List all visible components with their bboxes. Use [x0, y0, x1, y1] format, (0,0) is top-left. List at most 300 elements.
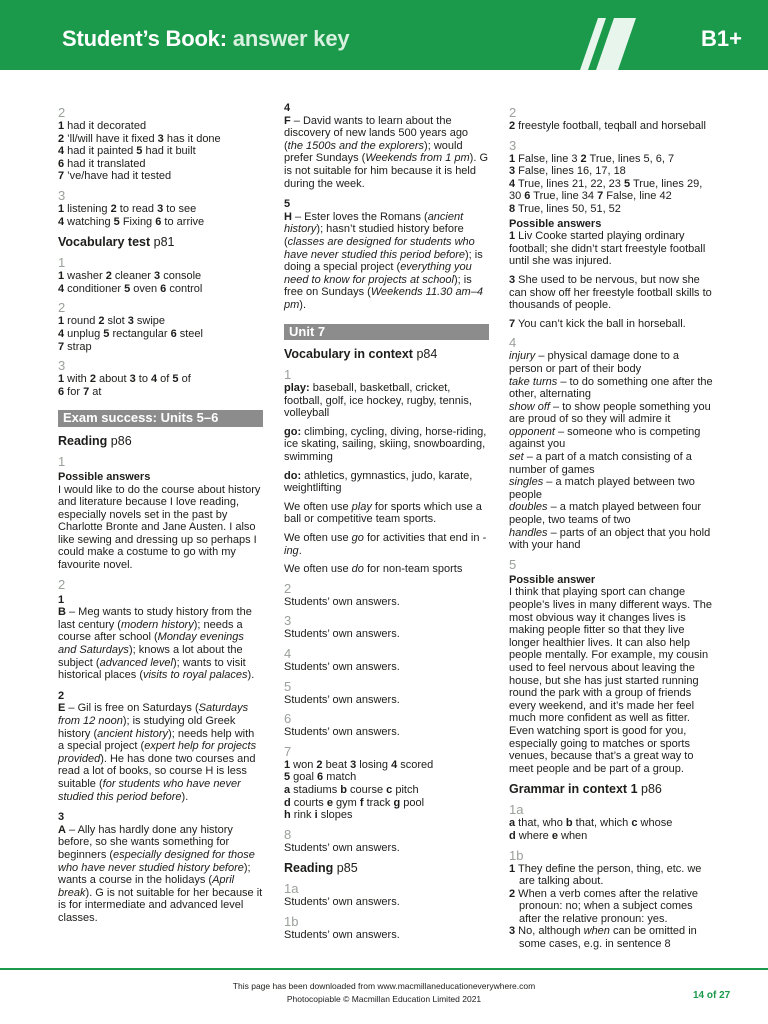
text-run: show off — [509, 400, 550, 413]
text-run: 5 — [103, 327, 110, 340]
text-run: listening — [64, 202, 111, 215]
text-run: When a verb comes after the relative pronoun: no; when a subject comes after the relative pronoun: yes. — [515, 887, 698, 925]
answer-line — [509, 153, 714, 166]
exercise-number: 2 — [284, 580, 292, 596]
text-run: 4 — [58, 327, 65, 340]
text-run: play: — [284, 382, 310, 395]
text-run: – a match played between two people — [509, 476, 695, 501]
text-run: rink — [290, 809, 315, 822]
text-run: – someone who is competing against you — [509, 425, 701, 451]
text-run: – parts of an object that you hold with your hand — [509, 526, 711, 552]
vt1-answers — [58, 270, 263, 295]
answer-line — [284, 771, 489, 784]
text-run: climbing, cycling, diving, horse-riding, ice skating, sailing, skiing, snowboarding, swimming — [284, 425, 487, 464]
exercise-number: 2 — [58, 105, 66, 120]
text-run: H — [284, 210, 292, 223]
heading-text: Reading — [284, 861, 334, 876]
text-run: go: — [284, 425, 302, 438]
page-ref: p84 — [416, 347, 438, 362]
answer-line — [58, 373, 263, 386]
text-run: . — [298, 544, 302, 557]
section-heading-reading — [58, 434, 263, 449]
text-run: 5 — [124, 282, 131, 295]
text-run: Weekends 11.30 am–4 pm — [284, 286, 483, 311]
text-run: play — [351, 500, 372, 513]
text-run: 1 — [509, 152, 516, 165]
text-run: 1 — [58, 270, 65, 283]
text-run: visits to royal palaces — [142, 669, 248, 682]
rule-play — [284, 501, 489, 526]
answer-line — [509, 376, 714, 401]
answer-line — [58, 315, 263, 328]
possible-answer-7 — [509, 318, 714, 331]
text-run: round — [64, 315, 99, 328]
text-run: f — [359, 796, 364, 809]
text-run: True, lines 21, 22, 23 — [515, 177, 624, 190]
column-3 — [509, 100, 714, 951]
answer-line — [58, 120, 263, 133]
text-run: pitch — [392, 783, 419, 796]
answer-line — [284, 809, 489, 822]
text-run: ). G is not suitable for her because it is for intermediate and advanced level classes. — [58, 886, 263, 924]
text-run: 7 — [509, 317, 516, 330]
text-run: to see — [163, 202, 197, 215]
text-run: of — [178, 373, 191, 386]
text-run: 4 — [509, 177, 516, 190]
text-run: rectangular — [109, 327, 171, 340]
exercise-number: 1b — [509, 847, 524, 863]
text-run: a — [509, 817, 516, 830]
possible-answer-3 — [509, 274, 714, 312]
text-run: can be omitted in some cases, e.g. in sentence 8 — [519, 925, 697, 951]
heading-text: Vocabulary in context — [284, 347, 413, 362]
text-run: – David wants to learn about the discovery of new lands 500 years ago ( — [284, 114, 469, 152]
text-run: has it done — [163, 132, 221, 145]
students-own-answers: Students’ own answers. — [284, 693, 400, 706]
text-run: 6 — [170, 327, 177, 340]
text-run: watching — [64, 215, 114, 228]
level-badge: B1+ — [701, 26, 742, 51]
unit-7-box: Unit 7 — [284, 324, 489, 341]
text-run: stadiums — [290, 783, 341, 796]
text-run: control — [166, 282, 203, 295]
text-run: freestyle football, teqball and horseball — [515, 120, 706, 132]
text-run: pool — [400, 796, 425, 809]
text-run: had it decorated — [64, 120, 147, 132]
text-run: opponent — [509, 425, 555, 438]
reading-answer-h — [284, 211, 489, 312]
exercise-number: 2 — [509, 105, 517, 120]
text-run: 5 — [113, 215, 120, 228]
g1a-answers — [509, 817, 714, 842]
text-run: 7 — [597, 190, 604, 203]
text-run: conditioner — [64, 282, 125, 295]
text-run: 7 — [58, 340, 65, 353]
text-run: gym — [332, 796, 360, 809]
text-run: ); is doing a special project ( — [284, 248, 483, 274]
answer-line — [58, 145, 263, 158]
text-run: won — [290, 758, 317, 771]
rule-go — [284, 532, 489, 557]
text-run: 3 — [154, 270, 161, 283]
text-run: 6 — [160, 282, 167, 295]
answer-line — [509, 165, 714, 178]
text-run: d — [284, 796, 291, 809]
answer-line — [509, 527, 714, 552]
title-light: answer key — [232, 26, 350, 51]
exercise-number: 3 — [509, 137, 517, 153]
footer-copyright: Photocopiable © Macmillan Education Limited 2021 — [286, 994, 482, 1004]
text-run: especially designed for those who have never studied history before — [58, 848, 255, 874]
students-own-answers: Students’ own answers. — [284, 661, 400, 673]
text-run: strap — [64, 340, 92, 353]
text-run: 4 — [58, 282, 65, 295]
text-run: d — [509, 829, 516, 842]
exam-success-box: Exam success: Units 5–6 — [58, 410, 263, 427]
text-run: ). He has done two courses and read a lot of books, so course H is less suitable ( — [58, 752, 256, 790]
page-ref: p85 — [336, 861, 358, 876]
text-run: Liv Cooke started playing ordinary football; she didn’t start freestyle football until she was injured. — [509, 230, 706, 268]
text-run: They define the person, thing, etc. we are talking about. — [515, 862, 702, 888]
text-run: ancient history — [284, 210, 464, 236]
text-run: ). — [299, 298, 307, 311]
answer-line — [284, 784, 489, 797]
text-run: E — [58, 702, 66, 715]
text-run: – Gil is free on Saturdays ( — [65, 702, 199, 715]
text-run: course — [347, 783, 387, 796]
text-run: b — [340, 783, 347, 796]
text-run: No, although — [515, 925, 584, 938]
text-run: with — [64, 373, 90, 386]
text-run: 1 — [58, 120, 65, 132]
text-run: Fixing — [119, 215, 156, 228]
students-own-answers: Students’ own answers. — [284, 928, 400, 941]
answer-line — [58, 386, 263, 399]
text-run: classes are designed for students who have never studied this period before — [284, 235, 475, 261]
text-run: Weekends from 1 pm — [365, 152, 470, 165]
possible-answers-label: Possible answers — [58, 470, 151, 483]
text-run: We often use — [284, 563, 352, 576]
text-run: 2 — [509, 120, 516, 132]
text-run: do: — [284, 469, 302, 482]
text-run: for sports which use a ball or competitive team sports. — [284, 500, 482, 526]
text-run: 6 — [317, 771, 324, 784]
possible-answers-label: Possible answers — [509, 217, 602, 230]
text-run: console — [160, 270, 202, 283]
text-run: 2 — [105, 270, 112, 283]
text-run: – Ally has hardly done any history before, so she wants something for beginners ( — [58, 823, 233, 861]
text-run: 2 — [58, 132, 65, 145]
answer-line — [58, 328, 263, 341]
text-run: 2 — [580, 152, 587, 165]
answer-line — [284, 797, 489, 810]
ex2-answers — [58, 120, 263, 183]
exercise-number: 7 — [284, 743, 292, 759]
text-run: c — [631, 817, 638, 830]
item-number: 1 — [58, 593, 65, 606]
text-run: – Meg wants to study history from the last century ( — [58, 606, 252, 631]
text-run: had it built — [142, 145, 196, 158]
text-run: – Ester loves the Romans ( — [291, 210, 428, 223]
text-run: 5 — [172, 373, 179, 386]
text-run: ); needs help with a special project ( — [58, 727, 255, 753]
text-run: slot — [104, 315, 128, 328]
text-run: 4 — [151, 373, 158, 386]
page-title — [62, 26, 349, 52]
exercise-number: 1a — [284, 881, 299, 897]
text-run: We often use — [284, 532, 352, 545]
answer-line — [509, 178, 714, 203]
text-run: 3 — [350, 758, 357, 771]
possible-answer-label: Possible answer — [509, 573, 596, 586]
text-run: 1 — [509, 862, 516, 875]
text-run: modern history — [120, 618, 194, 631]
reading-answer-text: I would like to do the course about history and literature because I love reading, especially novels set in the past by Charlotte Bronte and Jane Austen. I also like sewing and dressing up so perhaps I could make a costume to go with my favourite novel. — [58, 483, 261, 572]
text-run: oven — [130, 282, 161, 295]
students-own-answers: Students’ own answers. — [284, 726, 400, 739]
header-stripes-decoration — [580, 18, 636, 70]
answer-line — [509, 476, 714, 501]
text-run: had it translated — [64, 157, 146, 170]
page-ref: p86 — [110, 433, 132, 448]
footer-rule — [0, 968, 768, 970]
text-run: for activities that end in — [363, 532, 483, 545]
text-run: She used to be nervous, but now she can show off her freestyle football skills to thousands of people. — [509, 273, 712, 312]
answer-line — [509, 426, 714, 451]
go-list — [284, 426, 489, 464]
text-run: 4 — [391, 758, 398, 771]
text-run: ); needs a course after school ( — [58, 618, 243, 644]
text-run: 7 — [83, 385, 90, 398]
v7-answers — [284, 759, 489, 822]
students-own-answers: Students’ own answers. — [284, 628, 400, 641]
answer-line — [58, 170, 263, 183]
text-run: 4 — [58, 145, 65, 158]
item-number: 5 — [284, 198, 291, 211]
students-own-answers: Students’ own answers. — [284, 896, 400, 909]
answer-line — [509, 350, 714, 375]
item-number: 2 — [58, 689, 65, 702]
text-run: 1 — [509, 230, 516, 243]
play-list — [284, 382, 489, 420]
answer-line — [509, 830, 714, 843]
heading-text: Vocabulary test — [58, 235, 151, 250]
text-run: doubles — [509, 501, 548, 514]
text-run: 1 — [58, 373, 65, 386]
text-run: cleaner — [111, 270, 155, 283]
exercise-number: 6 — [284, 711, 292, 727]
exercise-number: 1b — [284, 913, 299, 929]
text-run: 2 — [110, 202, 117, 215]
exercise-number: 3 — [58, 187, 66, 203]
answer-line — [509, 451, 714, 476]
text-run: ). — [181, 790, 189, 803]
page-ref: p81 — [153, 235, 175, 250]
section-heading-grammar-in-context — [509, 782, 714, 797]
text-run: -ing — [284, 532, 487, 557]
exercise-number: 4 — [284, 646, 292, 661]
text-run: False, line 3 — [515, 152, 581, 165]
answer-line — [509, 925, 714, 950]
text-run: at — [89, 385, 102, 398]
answer-line — [58, 270, 263, 283]
text-run: 2 — [509, 887, 516, 900]
text-run: set — [509, 451, 524, 464]
text-run: 2 — [98, 315, 105, 328]
text-run: g — [393, 796, 401, 809]
text-run: slopes — [317, 809, 353, 822]
text-run: when — [583, 925, 610, 938]
exercise-number: 1a — [509, 802, 524, 818]
text-run: that, which — [572, 817, 632, 830]
exercise-number: 4 — [509, 335, 517, 351]
text-run: track — [363, 796, 394, 809]
text-run: ); is studying old Greek history ( — [58, 715, 236, 740]
text-run: 5 — [623, 177, 631, 190]
text-run: 3 — [509, 273, 516, 286]
text-run: singles — [509, 476, 544, 489]
text-run: True, lines 29, 30 — [509, 177, 703, 203]
text-run: True, line 34 — [530, 190, 598, 203]
section-heading-vocabulary-test — [58, 235, 263, 250]
text-run: ); hasn’t studied history before ( — [284, 223, 464, 248]
text-run: 5 — [136, 145, 143, 158]
exercise-number: 5 — [509, 556, 517, 572]
reading-answer-b — [58, 606, 263, 682]
do-list — [284, 470, 489, 495]
reading-answer-e — [58, 702, 263, 803]
text-run: 2 — [89, 373, 96, 386]
text-run: about — [95, 373, 130, 386]
exercise-number: 1 — [58, 453, 66, 469]
column-2 — [284, 100, 489, 942]
text-run: c — [386, 783, 393, 796]
text-run: 3 — [509, 925, 516, 938]
text-run: F — [284, 114, 291, 127]
answer-line — [509, 501, 714, 526]
rule-do — [284, 563, 489, 576]
text-run: i — [314, 809, 318, 822]
exercise-number: 1 — [58, 255, 66, 271]
answer-line — [58, 216, 263, 229]
text-run: scored — [397, 758, 434, 771]
text-run: 6 — [58, 157, 65, 170]
item-number: 4 — [284, 102, 291, 114]
heading-text: Reading — [58, 433, 108, 448]
item-number: 3 — [58, 811, 65, 824]
text-run: 6 — [155, 215, 162, 228]
text-run: – to show people something you are proud of so they will admire it — [509, 400, 711, 426]
text-run: when — [557, 829, 588, 842]
text-run: for students who have never studied this period before — [58, 777, 241, 803]
text-run: losing — [356, 758, 392, 771]
text-run: goal — [290, 771, 318, 784]
text-run: courts — [290, 796, 327, 809]
text-run: e — [326, 796, 333, 809]
ex3-answers — [58, 203, 263, 228]
answer-line — [58, 283, 263, 296]
title-bold: Student’s Book: — [62, 26, 227, 51]
answer-line — [509, 203, 714, 216]
exercise-number: 2 — [58, 300, 66, 316]
text-run: – physical damage done to a person or part of their body — [509, 350, 680, 375]
text-run: to read — [116, 202, 158, 215]
text-run: Saturdays from 12 noon — [58, 702, 249, 727]
text-run: False, line 42 — [603, 190, 672, 203]
answer-line — [58, 133, 263, 146]
text-run: ’ve/have had it tested — [64, 170, 172, 183]
exercise-number: 1 — [284, 367, 292, 383]
column-1 — [58, 100, 263, 925]
text-run: for non-team sports — [363, 563, 463, 576]
text-run: go — [351, 532, 364, 545]
text-run: ’ll/will have it fixed — [64, 132, 158, 145]
reading-answer-f — [284, 115, 489, 191]
answer-line — [509, 888, 714, 926]
exercise-number: 5 — [284, 678, 292, 694]
text-run: whose — [637, 817, 673, 830]
text-run: – a match played between four people, two teams of two — [509, 501, 702, 527]
e2-answer — [509, 120, 714, 133]
text-run: 7 — [58, 170, 65, 183]
text-run: baseball, basketball, cricket, football, golf, ice hockey, rugby, tennis, volleyball — [284, 382, 472, 420]
text-run: ancient history — [97, 727, 169, 740]
text-run: True, lines 50, 51, 52 — [515, 202, 621, 215]
text-run: 5 — [284, 771, 291, 784]
text-run: washer — [64, 270, 106, 283]
text-run: 3 — [157, 202, 164, 215]
text-run: 1 — [58, 202, 65, 215]
vt3-answers — [58, 373, 263, 398]
text-run: of — [157, 373, 173, 386]
text-run: 3 — [157, 132, 164, 145]
text-run: expert help for projects provided — [58, 740, 257, 765]
text-run: to — [135, 373, 151, 386]
section-heading-reading — [284, 861, 489, 876]
page-number: 14 of 27 — [693, 990, 731, 1001]
text-run: handles — [509, 526, 548, 539]
text-run: 3 — [129, 373, 136, 386]
exercise-number: 8 — [284, 826, 292, 842]
text-run: We often use — [284, 500, 352, 513]
text-run: A — [58, 823, 66, 836]
text-run: had it painted — [64, 145, 137, 158]
text-run: e — [551, 829, 558, 842]
text-run: ); wants to visit historical places ( — [58, 656, 246, 682]
text-run: 6 — [524, 190, 531, 203]
text-run: everything you need to know for projects at school — [284, 261, 472, 286]
answer-line — [509, 817, 714, 830]
exercise-number: 2 — [58, 576, 66, 592]
students-own-answers: Students’ own answers. — [284, 595, 400, 608]
heading-text: Grammar in context 1 — [509, 782, 638, 797]
reading-answer-a — [58, 824, 263, 925]
text-run: for — [64, 385, 84, 398]
text-run: steel — [176, 327, 203, 340]
e3-answers — [509, 153, 714, 216]
text-run: 4 — [58, 215, 65, 228]
text-run: B — [58, 606, 66, 619]
text-run: ); knows a lot about the subject ( — [58, 644, 243, 669]
text-run: – a part of a match consisting of a number of games — [509, 451, 692, 476]
possible-answer-text: I think that playing sport can change people’s lives in many different ways. The most obvious way it changes lives is making people fitter so that they live longer healthier lives. It can also help people mentally. For example, my cousin used to feel nervous about leaving the house, but she has just started running round the park with a group of friends every weekend, and it’s made her feel much more confident as well as fitter. Even watching sport is good for you, especially going to matches or sports venues, because that’s a great way to meet people and be part of a group. — [509, 586, 713, 775]
answer-line — [509, 863, 714, 888]
text-run: a — [284, 783, 291, 796]
g1b-answers — [509, 863, 714, 951]
text-run: match — [323, 771, 357, 784]
text-run: – to do something one after the other, alternating — [509, 375, 713, 401]
text-run: You can’t kick the ball in horseball. — [515, 317, 686, 330]
